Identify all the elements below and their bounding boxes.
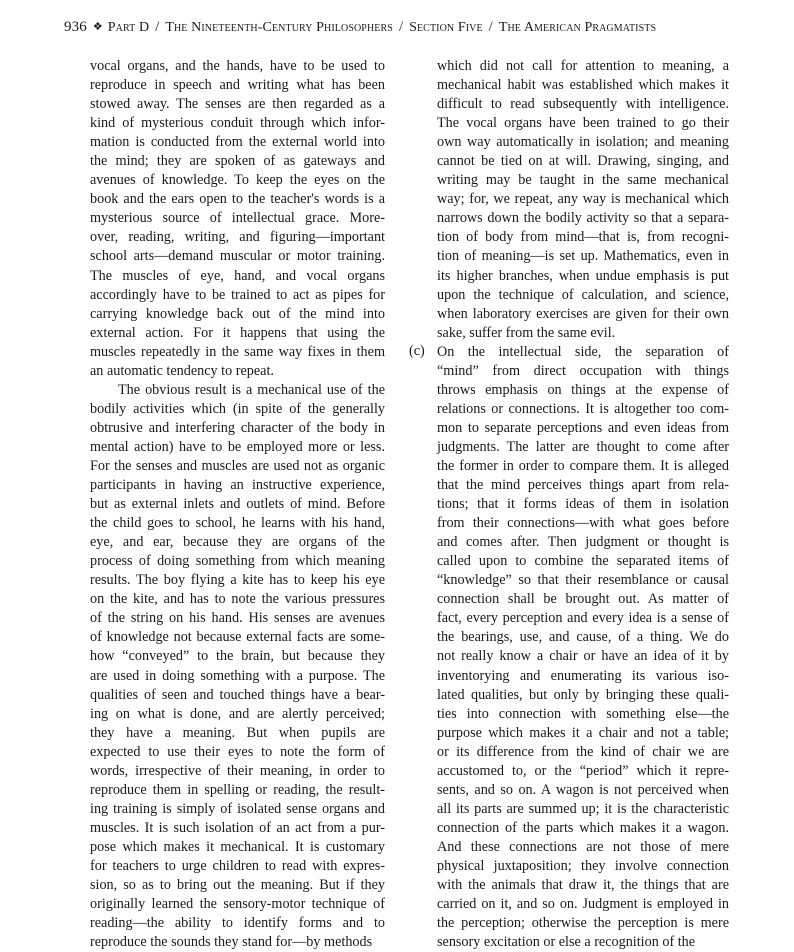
text-line: participants in having an instructive experience, bbox=[90, 477, 385, 494]
text-line: way; for, we repeat, any way is mechanical which bbox=[437, 191, 729, 208]
text-line: mon to separate perceptions and even ideas from bbox=[437, 419, 729, 436]
text-line: vocal organs, and the hands, have to be used to bbox=[90, 58, 385, 74]
text-line-row bbox=[437, 571, 729, 590]
text-line: the mind; they are spoken of as gateways and bbox=[90, 153, 385, 170]
text-line: eye, and ear, because they are organs of the bbox=[90, 534, 385, 551]
text-line: which did not call for attention to meaning, a bbox=[437, 58, 729, 74]
text-line: when laboratory exercises are given for their own bbox=[437, 305, 729, 322]
text-line: its higher branches, when undue emphasis is put bbox=[437, 267, 729, 284]
text-line: book and the ears open to the teacher's words is a bbox=[90, 191, 385, 208]
running-header bbox=[64, 19, 744, 36]
text-line-row bbox=[90, 76, 385, 95]
text-line-row bbox=[90, 324, 385, 343]
text-line-row bbox=[437, 171, 729, 190]
text-line-row bbox=[90, 476, 385, 495]
text-line: “mind” from direct occupation with things bbox=[437, 362, 729, 379]
text-line: tion of meaning—is set up. Mathematics, even in bbox=[437, 248, 729, 265]
text-line-row bbox=[90, 419, 385, 438]
text-line: of knowledge not because external facts are some- bbox=[90, 629, 385, 646]
text-line: all its parts are summed up; it is the characteristic bbox=[437, 800, 729, 817]
text-line-row bbox=[437, 609, 729, 628]
header-separator: / bbox=[155, 19, 160, 35]
text-line-row bbox=[437, 800, 729, 819]
text-line-row bbox=[437, 819, 729, 838]
part-label: Part D bbox=[107, 20, 150, 35]
text-line: The obvious result is a mechanical use of the bbox=[118, 381, 385, 398]
text-line-row bbox=[90, 114, 385, 133]
text-line: the child goes to school, he learns with his hand, bbox=[90, 515, 385, 532]
text-line-row bbox=[437, 686, 729, 705]
text-line-row bbox=[90, 362, 385, 381]
text-line-row bbox=[437, 228, 729, 247]
text-line: carrying knowledge back out of the mind into bbox=[90, 305, 385, 322]
text-line: writing may be taught in the same mechanical bbox=[437, 172, 729, 189]
text-line-row bbox=[437, 190, 729, 209]
text-line-row bbox=[437, 705, 729, 724]
text-line: For the senses and muscles are used not as organic bbox=[90, 457, 385, 474]
text-line-row bbox=[437, 209, 729, 228]
text-line: reading—the ability to identify forms and to bbox=[90, 915, 385, 932]
header-separator: / bbox=[488, 19, 493, 35]
text-line: pose which makes it mechanical. It is customary bbox=[90, 838, 385, 855]
text-line: bodily activities which (in spite of the generally bbox=[90, 400, 385, 417]
text-line: avenues of knowledge. To keep the eyes on the bbox=[90, 172, 385, 189]
text-line-row bbox=[90, 152, 385, 171]
text-line: that the mind perceives things apart from rela- bbox=[437, 477, 729, 494]
text-line: and comes after. Then judgment or thought is bbox=[437, 534, 729, 551]
text-line-row bbox=[90, 228, 385, 247]
text-line: judgments. The latter are thought to come after bbox=[437, 438, 729, 455]
text-line: not really know a chair or have an idea of it by bbox=[437, 648, 729, 665]
text-line-row bbox=[90, 609, 385, 628]
text-line: of the string on his hand. His senses are avenues bbox=[90, 610, 385, 627]
text-line: narrows down the bodily activity so that a separa- bbox=[437, 210, 729, 227]
text-line-row bbox=[90, 838, 385, 857]
page-number: 936 bbox=[64, 19, 87, 35]
text-line: an automatic tendency to repeat. bbox=[90, 362, 274, 379]
text-line-row bbox=[437, 362, 729, 381]
text-line: mental action) have to be employed more or less. bbox=[90, 438, 385, 455]
text-line-row bbox=[90, 552, 385, 571]
text-line-row bbox=[437, 324, 729, 343]
text-line-row bbox=[90, 590, 385, 609]
text-line-row bbox=[437, 857, 729, 876]
text-line: they have a meaning. But when pupils are bbox=[90, 724, 385, 741]
text-line-row bbox=[90, 705, 385, 724]
text-line: carried on it, and so on. Judgment is employed in bbox=[437, 896, 729, 913]
text-line: sake, suffer from the same evil. bbox=[437, 324, 616, 341]
text-line-row bbox=[90, 914, 385, 933]
text-line-row bbox=[437, 76, 729, 95]
text-line: mechanical habit was established which makes it bbox=[437, 77, 729, 94]
text-line-row bbox=[437, 419, 729, 438]
text-line: ing on what is done, and are alertly perceived; bbox=[90, 705, 385, 722]
section-title: The American Pragmatists bbox=[498, 20, 657, 35]
text-line: how “conveyed” to the brain, but because they bbox=[90, 648, 385, 665]
text-line-row bbox=[90, 533, 385, 552]
text-line-row bbox=[90, 667, 385, 686]
text-line-row bbox=[90, 686, 385, 705]
text-line-row bbox=[437, 133, 729, 152]
text-line: ing training is simply of isolated sense organs and bbox=[90, 800, 385, 817]
text-line: school arts—demand muscular or motor training. bbox=[90, 248, 385, 265]
text-line-row bbox=[437, 438, 729, 457]
text-line: sensory excitation or else a recognition of the bbox=[437, 934, 696, 951]
text-line-row bbox=[90, 209, 385, 228]
text-line-row bbox=[90, 190, 385, 209]
text-line: purpose which makes it a chair and not a table; bbox=[437, 724, 729, 741]
list-item-label: (c) bbox=[409, 342, 425, 359]
text-line: the bearings, use, and cause, of a thing. We do bbox=[437, 629, 729, 646]
text-line-row bbox=[437, 286, 729, 305]
text-line-row bbox=[90, 343, 385, 362]
text-line: from their connections—with what goes before bbox=[437, 515, 729, 532]
text-line-row bbox=[90, 57, 385, 76]
text-line: kind of mysterious conduit through which infor- bbox=[90, 115, 385, 132]
text-line: or its difference from the kind of chair we are bbox=[437, 743, 729, 760]
text-line: reproduce them in spelling or reading, the result- bbox=[90, 781, 385, 798]
text-line-row bbox=[90, 381, 385, 400]
text-line-row bbox=[90, 171, 385, 190]
text-line-row bbox=[90, 857, 385, 876]
text-line-row bbox=[437, 724, 729, 743]
text-line-row bbox=[437, 400, 729, 419]
text-line: muscles repeatedly in the same way fixes in them bbox=[90, 343, 385, 360]
text-line-row bbox=[90, 133, 385, 152]
text-line: throws emphasis on things at the expense of bbox=[437, 381, 729, 398]
text-line-row bbox=[90, 628, 385, 647]
text-line-row bbox=[90, 743, 385, 762]
text-line: qualities of seen and touched things have a bear- bbox=[90, 686, 385, 703]
text-line-row bbox=[437, 57, 729, 76]
text-line-row bbox=[437, 762, 729, 781]
text-line: on the kite, and has to note the various pressures bbox=[90, 591, 385, 608]
text-line: for teachers to urge children to read with expres- bbox=[90, 857, 385, 874]
text-line: sents, and so on. A wagon is not perceived when bbox=[437, 781, 729, 798]
text-line: own way automatically in isolation; and meaning bbox=[437, 134, 729, 151]
text-line: the former in order to compare them. It is alleged bbox=[437, 457, 729, 474]
text-line-row bbox=[437, 743, 729, 762]
text-line-row bbox=[90, 247, 385, 266]
text-line-row bbox=[437, 305, 729, 324]
text-line: The muscles of eye, hand, and vocal organs bbox=[90, 267, 385, 284]
text-line: over, reading, writing, and figuring—important bbox=[90, 229, 385, 246]
left-text-column bbox=[90, 57, 385, 952]
text-line: called upon to combine the separated items of bbox=[437, 553, 729, 570]
text-line-row bbox=[90, 305, 385, 324]
text-line: relations or connections. It is altogether too com- bbox=[437, 400, 729, 417]
text-line-row bbox=[409, 342, 729, 362]
text-line-row bbox=[437, 876, 729, 895]
text-line-row bbox=[437, 381, 729, 400]
text-line: originally learned the sensory-motor technique of bbox=[90, 896, 385, 913]
text-line-row bbox=[90, 895, 385, 914]
text-line-row bbox=[90, 724, 385, 743]
section-label: Section Five bbox=[409, 20, 483, 35]
text-line: with the animals that draw it, the things that are bbox=[437, 877, 729, 894]
text-line: tions; that it forms ideas of them in isolation bbox=[437, 496, 729, 513]
text-line: accordingly have to be trained to act as pipes for bbox=[90, 286, 385, 303]
text-line: The vocal organs have been trained to go their bbox=[437, 115, 729, 132]
text-line: the perception; otherwise the perception is mere bbox=[437, 915, 729, 932]
text-line-row bbox=[90, 762, 385, 781]
text-line-row bbox=[437, 590, 729, 609]
text-line-row bbox=[437, 914, 729, 933]
text-line: are used in doing something with a purpose. The bbox=[90, 667, 385, 684]
text-line-row bbox=[90, 400, 385, 419]
text-line-row bbox=[90, 438, 385, 457]
text-line-row bbox=[437, 933, 729, 952]
text-line: sion, so as to bring out the meaning. But if they bbox=[90, 877, 385, 894]
text-line-row bbox=[90, 819, 385, 838]
text-line-row bbox=[90, 95, 385, 114]
text-line: but as external inlets and outlets of mind. Before bbox=[90, 496, 385, 513]
text-line: reproduce the sounds they stand for—by methods bbox=[90, 934, 373, 951]
text-line-row bbox=[90, 647, 385, 666]
text-line-row bbox=[437, 533, 729, 552]
text-line-row bbox=[437, 514, 729, 533]
text-line: “knowledge” so that their resemblance or causal bbox=[437, 572, 729, 589]
right-text-column bbox=[409, 57, 729, 952]
text-line: cannot be tied on at will. Drawing, singing, and bbox=[437, 153, 729, 170]
text-line-row bbox=[437, 476, 729, 495]
text-line: lated qualities, but only by bringing these quali- bbox=[437, 686, 729, 703]
text-line-row bbox=[437, 152, 729, 171]
diamond-bullet-icon: ❖ bbox=[92, 21, 103, 33]
text-line: upon the technique of calculation, and science, bbox=[437, 286, 729, 303]
text-line-row bbox=[90, 571, 385, 590]
header-separator: / bbox=[398, 19, 404, 35]
text-line-row bbox=[437, 647, 729, 666]
text-line: results. The boy flying a kite has to keep his eye bbox=[90, 572, 385, 589]
part-title: The Nineteenth-Century Philosophers bbox=[165, 20, 393, 35]
text-line-row bbox=[437, 781, 729, 800]
text-line-row bbox=[90, 495, 385, 514]
text-line-row bbox=[437, 247, 729, 266]
text-line: ties into connection with something else—the bbox=[437, 705, 729, 722]
text-line-row bbox=[437, 95, 729, 114]
text-line: accustomed to, or the “period” which it repre- bbox=[437, 762, 729, 779]
text-line-row bbox=[437, 457, 729, 476]
text-line-row bbox=[90, 286, 385, 305]
text-line-row bbox=[437, 267, 729, 286]
text-line: stowed away. The senses are then regarded as a bbox=[90, 96, 385, 113]
text-line: reproduce in speech and writing what has been bbox=[90, 77, 385, 94]
text-line: external action. For it happens that using the bbox=[90, 324, 385, 341]
text-line: physical juxtaposition; they involve connection bbox=[437, 857, 729, 874]
text-line-row bbox=[437, 114, 729, 133]
text-line-row bbox=[90, 267, 385, 286]
text-line: obtrusive and interfering character of the body in bbox=[90, 419, 385, 436]
text-line-row bbox=[90, 933, 385, 952]
text-line-row bbox=[90, 781, 385, 800]
text-line: difficult to read subsequently with intelligence. bbox=[437, 96, 729, 113]
text-line: And these connections are not those of mere bbox=[437, 838, 729, 855]
text-line: process of doing something from which meaning bbox=[90, 553, 385, 570]
text-line: connection shall be brought out. As matter of bbox=[437, 591, 729, 608]
text-line: words, irrespective of their meaning, in order to bbox=[90, 762, 385, 779]
text-line-row bbox=[437, 495, 729, 514]
text-line-row bbox=[437, 667, 729, 686]
text-line: muscles. It is such isolation of an act from a pur- bbox=[90, 819, 385, 836]
text-line-row bbox=[437, 628, 729, 647]
text-line-row bbox=[90, 800, 385, 819]
text-line: tion of body from mind—that is, from recogni- bbox=[437, 229, 729, 246]
text-line: expected to use their eyes to note the form of bbox=[90, 743, 385, 760]
text-line-row bbox=[90, 514, 385, 533]
text-line: connection of the parts which makes it a wagon. bbox=[437, 819, 729, 836]
text-line: mation is conducted from the external world into bbox=[90, 134, 385, 151]
text-line-row bbox=[90, 876, 385, 895]
text-line: inventorying and enumerating its various iso- bbox=[437, 667, 729, 684]
text-line: mysterious source of intellectual grace. More- bbox=[90, 210, 385, 227]
text-line-row bbox=[437, 838, 729, 857]
text-line: On the intellectual side, the separation of bbox=[437, 343, 729, 360]
text-line: fact, every perception and every idea is a sense of bbox=[437, 610, 729, 627]
text-line-row bbox=[437, 552, 729, 571]
text-line-row bbox=[90, 457, 385, 476]
text-line-row bbox=[437, 895, 729, 914]
